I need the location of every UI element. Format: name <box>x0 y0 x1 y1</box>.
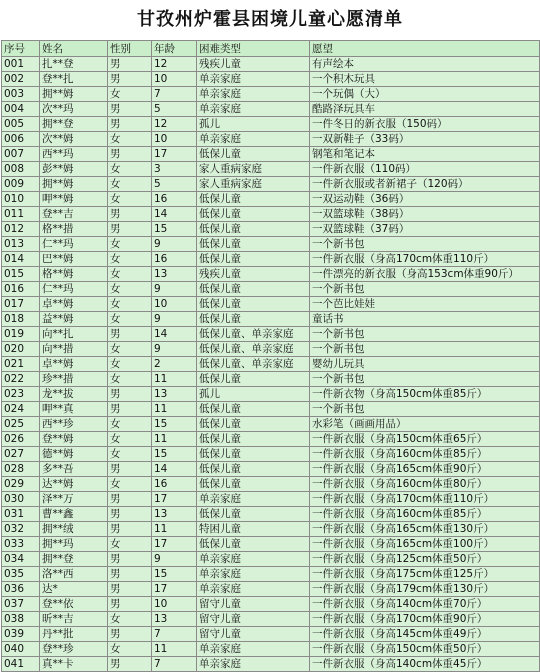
cell-no: 016 <box>2 282 40 297</box>
cell-name: 益**姆 <box>40 312 108 327</box>
cell-type: 低保儿童 <box>197 447 310 462</box>
header-wish: 愿望 <box>310 41 540 57</box>
cell-sex: 男 <box>108 582 152 597</box>
table-row <box>2 372 540 387</box>
cell-no: 028 <box>2 462 40 477</box>
cell-no: 021 <box>2 357 40 372</box>
cell-wish: 一双篮球鞋（37码） <box>310 222 540 237</box>
cell-type: 低保儿童 <box>197 297 310 312</box>
cell-sex: 女 <box>108 477 152 492</box>
table-row <box>2 252 540 267</box>
cell-age: 17 <box>152 147 197 162</box>
cell-name: 多**吾 <box>40 462 108 477</box>
cell-type: 单亲家庭 <box>197 582 310 597</box>
cell-name: 登**扎 <box>40 72 108 87</box>
cell-type: 低保儿童 <box>197 417 310 432</box>
table-row <box>2 87 540 102</box>
cell-age: 10 <box>152 132 197 147</box>
cell-name: 拥**绒 <box>40 522 108 537</box>
cell-type: 低保儿童 <box>197 252 310 267</box>
cell-name: 次**姆 <box>40 132 108 147</box>
table-row <box>2 72 540 87</box>
cell-sex: 女 <box>108 87 152 102</box>
table-row <box>2 567 540 582</box>
cell-sex: 女 <box>108 432 152 447</box>
page-title: 甘孜州炉霍县困境儿童心愿清单 <box>137 9 403 30</box>
cell-name: 拥**姆 <box>40 87 108 102</box>
table-row <box>2 357 540 372</box>
cell-no: 005 <box>2 117 40 132</box>
cell-age: 3 <box>152 162 197 177</box>
cell-sex: 男 <box>108 657 152 672</box>
table-row <box>2 402 540 417</box>
cell-age: 16 <box>152 192 197 207</box>
cell-sex: 女 <box>108 267 152 282</box>
cell-no: 038 <box>2 612 40 627</box>
table-row <box>2 492 540 507</box>
cell-age: 16 <box>152 252 197 267</box>
cell-name: 格**措 <box>40 222 108 237</box>
cell-age: 11 <box>152 402 197 417</box>
cell-type: 单亲家庭 <box>197 552 310 567</box>
table-row <box>2 117 540 132</box>
cell-type: 低保儿童 <box>197 207 310 222</box>
cell-name: 登**姆 <box>40 432 108 447</box>
cell-wish: 钢笔和笔记本 <box>310 147 540 162</box>
cell-age: 11 <box>152 372 197 387</box>
cell-name: 泽**万 <box>40 492 108 507</box>
cell-type: 单亲家庭 <box>197 72 310 87</box>
cell-wish: 婴幼儿玩具 <box>310 357 540 372</box>
cell-wish: 一件新衣服（身高140cm体重70斤） <box>310 597 540 612</box>
table-row <box>2 222 540 237</box>
cell-sex: 女 <box>108 417 152 432</box>
cell-type: 家人重病家庭 <box>197 177 310 192</box>
cell-name: 达**姆 <box>40 477 108 492</box>
cell-age: 10 <box>152 297 197 312</box>
cell-type: 残疾儿童 <box>197 267 310 282</box>
cell-no: 027 <box>2 447 40 462</box>
cell-name: 西**珍 <box>40 417 108 432</box>
cell-sex: 女 <box>108 312 152 327</box>
cell-sex: 女 <box>108 612 152 627</box>
cell-name: 拥**登 <box>40 117 108 132</box>
cell-wish: 一件新衣服（身高165cm体重100斤） <box>310 537 540 552</box>
cell-wish: 一件新衣服（身高160cm体重80斤） <box>310 477 540 492</box>
cell-no: 006 <box>2 132 40 147</box>
cell-wish: 一件新衣服（身高165cm体重90斤） <box>310 462 540 477</box>
cell-age: 10 <box>152 72 197 87</box>
cell-name: 昕**吉 <box>40 612 108 627</box>
cell-wish: 一双篮球鞋（38码） <box>310 207 540 222</box>
table-row <box>2 132 540 147</box>
cell-type: 低保儿童 <box>197 402 310 417</box>
cell-no: 039 <box>2 627 40 642</box>
cell-sex: 女 <box>108 192 152 207</box>
cell-no: 012 <box>2 222 40 237</box>
cell-type: 低保儿童 <box>197 507 310 522</box>
cell-age: 17 <box>152 582 197 597</box>
cell-wish: 一件冬日的新衣服（150码） <box>310 117 540 132</box>
cell-name: 呷**真 <box>40 402 108 417</box>
cell-wish: 一件新衣服（身高140cm体重45斤） <box>310 657 540 672</box>
table-row <box>2 192 540 207</box>
cell-type: 低保儿童 <box>197 147 310 162</box>
table-row <box>2 177 540 192</box>
cell-no: 018 <box>2 312 40 327</box>
cell-type: 单亲家庭 <box>197 132 310 147</box>
cell-sex: 女 <box>108 447 152 462</box>
cell-wish: 一件新衣服（身高160cm体重85斤） <box>310 447 540 462</box>
cell-age: 14 <box>152 207 197 222</box>
header-type: 困难类型 <box>197 41 310 57</box>
cell-sex: 男 <box>108 552 152 567</box>
cell-age: 13 <box>152 507 197 522</box>
cell-age: 15 <box>152 567 197 582</box>
cell-wish: 一件新衣服（身高125cm体重50斤） <box>310 552 540 567</box>
cell-type: 特困儿童 <box>197 522 310 537</box>
cell-name: 仁**玛 <box>40 237 108 252</box>
cell-no: 029 <box>2 477 40 492</box>
cell-type: 家人重病家庭 <box>197 162 310 177</box>
cell-wish: 一件新衣服（110码） <box>310 162 540 177</box>
table-row <box>2 207 540 222</box>
cell-name: 洛**西 <box>40 567 108 582</box>
cell-wish: 童话书 <box>310 312 540 327</box>
header-row <box>2 41 540 57</box>
cell-no: 025 <box>2 417 40 432</box>
cell-sex: 女 <box>108 132 152 147</box>
cell-sex: 男 <box>108 117 152 132</box>
cell-wish: 一个新书包 <box>310 237 540 252</box>
cell-sex: 男 <box>108 402 152 417</box>
table-row <box>2 582 540 597</box>
cell-wish: 一件新衣服（身高150cm体重50斤） <box>310 642 540 657</box>
cell-no: 032 <box>2 522 40 537</box>
cell-age: 14 <box>152 327 197 342</box>
table-row <box>2 477 540 492</box>
cell-sex: 男 <box>108 492 152 507</box>
cell-name: 登**依 <box>40 597 108 612</box>
cell-no: 026 <box>2 432 40 447</box>
cell-age: 12 <box>152 117 197 132</box>
cell-type: 低保儿童 <box>197 432 310 447</box>
cell-name: 曹**鑫 <box>40 507 108 522</box>
cell-sex: 男 <box>108 462 152 477</box>
cell-no: 017 <box>2 297 40 312</box>
cell-age: 17 <box>152 492 197 507</box>
cell-no: 015 <box>2 267 40 282</box>
cell-name: 拥**姆 <box>40 177 108 192</box>
cell-sex: 男 <box>108 222 152 237</box>
cell-no: 041 <box>2 657 40 672</box>
cell-type: 低保儿童 <box>197 237 310 252</box>
cell-type: 低保儿童 <box>197 192 310 207</box>
table-row <box>2 297 540 312</box>
cell-age: 13 <box>152 387 197 402</box>
cell-wish: 一个新书包 <box>310 402 540 417</box>
cell-name: 仁**玛 <box>40 282 108 297</box>
cell-wish: 一件新衣服（身高179cm体重130斤） <box>310 582 540 597</box>
cell-name: 丹**批 <box>40 627 108 642</box>
table-row <box>2 282 540 297</box>
cell-sex: 女 <box>108 177 152 192</box>
cell-sex: 男 <box>108 147 152 162</box>
table-row <box>2 102 540 117</box>
cell-type: 低保儿童 <box>197 282 310 297</box>
cell-type: 低保儿童 <box>197 462 310 477</box>
cell-wish: 一双新鞋子（33码） <box>310 132 540 147</box>
cell-name: 真**卡 <box>40 657 108 672</box>
cell-no: 007 <box>2 147 40 162</box>
table-row <box>2 447 540 462</box>
cell-name: 登**珍 <box>40 642 108 657</box>
cell-no: 022 <box>2 372 40 387</box>
header-no: 序号 <box>2 41 40 57</box>
header-name: 姓名 <box>40 41 108 57</box>
cell-age: 9 <box>152 312 197 327</box>
cell-name: 达* <box>40 582 108 597</box>
cell-type: 单亲家庭 <box>197 87 310 102</box>
cell-type: 低保儿童 <box>197 372 310 387</box>
table-row <box>2 522 540 537</box>
cell-sex: 男 <box>108 567 152 582</box>
cell-wish: 一件新衣服（身高165cm体重130斤） <box>310 522 540 537</box>
table-row <box>2 612 540 627</box>
cell-age: 9 <box>152 282 197 297</box>
cell-name: 格**姆 <box>40 267 108 282</box>
cell-sex: 女 <box>108 537 152 552</box>
cell-name: 次**玛 <box>40 102 108 117</box>
cell-sex: 女 <box>108 642 152 657</box>
table-row <box>2 237 540 252</box>
cell-age: 17 <box>152 537 197 552</box>
cell-wish: 一件新衣服（身高170cm体重110斤） <box>310 492 540 507</box>
cell-type: 低保儿童 <box>197 312 310 327</box>
cell-name: 向**扎 <box>40 327 108 342</box>
cell-age: 11 <box>152 432 197 447</box>
cell-wish: 一个积木玩具 <box>310 72 540 87</box>
cell-age: 14 <box>152 462 197 477</box>
cell-name: 拥**登 <box>40 552 108 567</box>
cell-sex: 男 <box>108 72 152 87</box>
cell-wish: 一个新书包 <box>310 372 540 387</box>
table-row <box>2 462 540 477</box>
cell-age: 5 <box>152 102 197 117</box>
cell-type: 低保儿童 <box>197 537 310 552</box>
cell-age: 7 <box>152 87 197 102</box>
cell-age: 7 <box>152 657 197 672</box>
cell-no: 009 <box>2 177 40 192</box>
cell-sex: 男 <box>108 387 152 402</box>
table-row <box>2 642 540 657</box>
cell-wish: 一双运动鞋（36码） <box>310 192 540 207</box>
cell-type: 单亲家庭 <box>197 102 310 117</box>
cell-name: 彭**姆 <box>40 162 108 177</box>
cell-name: 德**姆 <box>40 447 108 462</box>
cell-wish: 一个新书包 <box>310 282 540 297</box>
cell-type: 低保儿童 <box>197 477 310 492</box>
table-row <box>2 417 540 432</box>
header-sex: 性别 <box>108 41 152 57</box>
cell-age: 15 <box>152 447 197 462</box>
cell-type: 留守儿童 <box>197 612 310 627</box>
table-row <box>2 537 540 552</box>
cell-no: 031 <box>2 507 40 522</box>
cell-sex: 女 <box>108 372 152 387</box>
cell-name: 卓**姆 <box>40 297 108 312</box>
cell-type: 单亲家庭 <box>197 492 310 507</box>
wish-list-table <box>1 40 540 672</box>
cell-sex: 男 <box>108 597 152 612</box>
cell-sex: 女 <box>108 282 152 297</box>
table-row <box>2 57 540 72</box>
cell-type: 单亲家庭 <box>197 642 310 657</box>
cell-sex: 女 <box>108 237 152 252</box>
cell-type: 孤儿 <box>197 117 310 132</box>
cell-sex: 男 <box>108 207 152 222</box>
cell-no: 030 <box>2 492 40 507</box>
cell-wish: 一件新衣服（身高175cm体重125斤） <box>310 567 540 582</box>
table-row <box>2 552 540 567</box>
table-body <box>2 57 540 672</box>
cell-no: 034 <box>2 552 40 567</box>
cell-name: 拥**玛 <box>40 537 108 552</box>
cell-name: 扎**登 <box>40 57 108 72</box>
cell-name: 珍**措 <box>40 372 108 387</box>
cell-type: 低保儿童、单亲家庭 <box>197 357 310 372</box>
cell-no: 023 <box>2 387 40 402</box>
cell-wish: 一件新衣服（身高170cm体重110斤） <box>310 252 540 267</box>
cell-age: 15 <box>152 417 197 432</box>
cell-age: 9 <box>152 237 197 252</box>
cell-sex: 女 <box>108 252 152 267</box>
cell-wish: 一件新衣物（身高150cm体重85斤） <box>310 387 540 402</box>
header-age: 年龄 <box>152 41 197 57</box>
cell-type: 低保儿童 <box>197 222 310 237</box>
cell-name: 巴**姆 <box>40 252 108 267</box>
table-row <box>2 312 540 327</box>
table-row <box>2 267 540 282</box>
cell-sex: 女 <box>108 297 152 312</box>
cell-age: 10 <box>152 597 197 612</box>
table-row <box>2 387 540 402</box>
table-row <box>2 342 540 357</box>
cell-wish: 一个新书包 <box>310 327 540 342</box>
cell-no: 001 <box>2 57 40 72</box>
cell-name: 向**措 <box>40 342 108 357</box>
table-row <box>2 162 540 177</box>
cell-no: 033 <box>2 537 40 552</box>
table-row <box>2 432 540 447</box>
cell-wish: 水彩笔（画画用品） <box>310 417 540 432</box>
cell-wish: 一件新衣服（身高150cm体重65斤） <box>310 432 540 447</box>
cell-no: 020 <box>2 342 40 357</box>
cell-age: 12 <box>152 57 197 72</box>
cell-sex: 女 <box>108 357 152 372</box>
cell-no: 024 <box>2 402 40 417</box>
cell-wish: 一个新书包 <box>310 342 540 357</box>
cell-wish: 一件新衣服（身高160cm体重85斤） <box>310 507 540 522</box>
cell-type: 低保儿童、单亲家庭 <box>197 342 310 357</box>
cell-wish: 一件漂亮的新衣服（身高153cm体重90斤） <box>310 267 540 282</box>
cell-sex: 男 <box>108 522 152 537</box>
cell-no: 037 <box>2 597 40 612</box>
cell-no: 040 <box>2 642 40 657</box>
cell-wish: 一件新衣服（身高145cm体重49斤） <box>310 627 540 642</box>
cell-sex: 男 <box>108 627 152 642</box>
cell-wish: 一个芭比娃娃 <box>310 297 540 312</box>
cell-age: 16 <box>152 477 197 492</box>
cell-sex: 女 <box>108 342 152 357</box>
cell-no: 003 <box>2 87 40 102</box>
cell-wish: 有声绘本 <box>310 57 540 72</box>
cell-no: 036 <box>2 582 40 597</box>
cell-no: 019 <box>2 327 40 342</box>
cell-type: 留守儿童 <box>197 627 310 642</box>
cell-age: 13 <box>152 612 197 627</box>
cell-type: 残疾儿童 <box>197 57 310 72</box>
cell-type: 低保儿童、单亲家庭 <box>197 327 310 342</box>
cell-age: 11 <box>152 642 197 657</box>
cell-no: 004 <box>2 102 40 117</box>
cell-age: 9 <box>152 342 197 357</box>
cell-sex: 男 <box>108 102 152 117</box>
cell-age: 15 <box>152 222 197 237</box>
cell-no: 010 <box>2 192 40 207</box>
table-row <box>2 327 540 342</box>
cell-name: 龙**拔 <box>40 387 108 402</box>
cell-name: 登**吉 <box>40 207 108 222</box>
cell-age: 5 <box>152 177 197 192</box>
cell-name: 呷**姆 <box>40 192 108 207</box>
cell-type: 单亲家庭 <box>197 567 310 582</box>
cell-age: 7 <box>152 627 197 642</box>
cell-wish: 一件新衣服（身高170cm体重90斤） <box>310 612 540 627</box>
cell-type: 单亲家庭 <box>197 657 310 672</box>
cell-type: 留守儿童 <box>197 597 310 612</box>
cell-sex: 男 <box>108 327 152 342</box>
cell-no: 011 <box>2 207 40 222</box>
cell-no: 014 <box>2 252 40 267</box>
cell-sex: 男 <box>108 507 152 522</box>
cell-sex: 男 <box>108 57 152 72</box>
table-row <box>2 507 540 522</box>
table-row <box>2 147 540 162</box>
cell-sex: 女 <box>108 162 152 177</box>
cell-no: 008 <box>2 162 40 177</box>
cell-no: 013 <box>2 237 40 252</box>
table-row <box>2 627 540 642</box>
cell-no: 035 <box>2 567 40 582</box>
cell-type: 孤儿 <box>197 387 310 402</box>
cell-wish: 一个玩偶（大） <box>310 87 540 102</box>
cell-name: 卓**姆 <box>40 357 108 372</box>
cell-wish: 酷路泽玩具车 <box>310 102 540 117</box>
cell-no: 002 <box>2 72 40 87</box>
cell-wish: 一件新衣服或者新裙子（120码） <box>310 177 540 192</box>
table-row <box>2 597 540 612</box>
cell-age: 9 <box>152 552 197 567</box>
cell-age: 11 <box>152 522 197 537</box>
cell-age: 13 <box>152 267 197 282</box>
table-row <box>2 657 540 672</box>
cell-age: 2 <box>152 357 197 372</box>
cell-name: 西**玛 <box>40 147 108 162</box>
